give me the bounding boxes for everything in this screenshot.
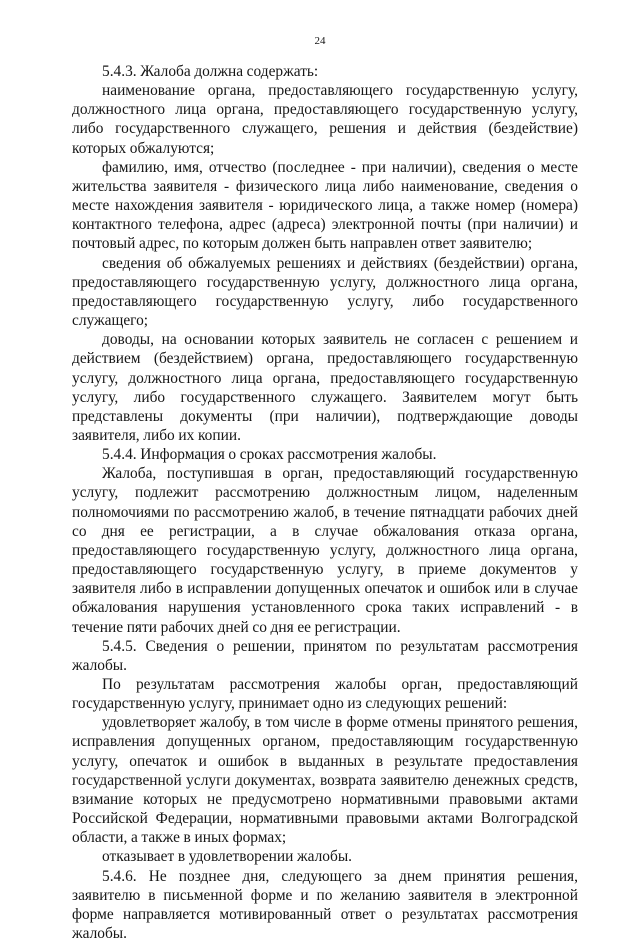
paragraph-satisfies-complaint: удовлетворяет жалобу, в том числе в форме отмены принятого решения, исправления допущенных органом, предоставляющим государственную услугу, опечаток и ошибок в выданных в результате предоставления государственной услуги документах, возврата заявителю денежных средств, взимание которых не предусмотрено нормативными правовыми актами Российской Федерации, нормативными правовыми актами Волгоградской области, а также в иных формах; [72,714,578,847]
page-number: 24 [314,35,326,47]
paragraph-review-terms: Жалоба, поступившая в орган, предоставляющий государственную услугу, подлежит рассмотрению должностным лицом, наделенным полномочиями по рассмотрению жалоб, в течение пятнадцати рабочих дней со дня ее регистрации, а в случае обжалования отказа органа, предоставляющего государственную услугу, должностного лица органа, предоставляющего государственную услугу, в приеме документов у заявителя либо в исправлении допущенных опечаток и ошибок или в случае обжалования нарушения установленного срока таких исправлений - в течение пяти рабочих дней со дня ее регистрации. [72,465,578,636]
paragraph-5-4-3-heading: 5.4.3. Жалоба должна содержать: [102,63,319,80]
paragraph-refuses-complaint: отказывает в удовлетворении жалобы. [102,848,353,866]
paragraph-appealed-decisions: сведения об обжалуемых решениях и действиях (бездействии) органа, предоставляющего государственную услугу, должностного лица органа, предоставляющего государственную услугу, либо государственного служащего; [72,254,578,330]
paragraph-5-4-5-heading: 5.4.5. Сведения о решении, принятом по результатам рассмотрения жалобы. [72,637,578,674]
paragraph-organ-name: наименование органа, предоставляющего государственную услугу, должностного лица органа, предоставляющего государственную услугу, либо государственного служащего, решения и действия (бездействие) которых обжалуются; [72,82,578,157]
paragraph-arguments: доводы, на основании которых заявитель не согласен с решением и действием (бездействием) органа, предоставляющего государственную услугу, должностного лица органа, предоставляющего государственную услугу, либо государственного служащего. Заявителем могут быть представлены документы (при наличии), подтверждающие доводы заявителя, либо их копии. [72,331,578,444]
document-body [72,62,578,943]
paragraph-5-4-4-heading: 5.4.4. Информация о сроках рассмотрения жалобы. [102,446,437,464]
paragraph-applicant-details: фамилию, имя, отчество (последнее - при наличии), сведения о месте жительства заявителя - физического лица либо наименование, сведения о месте нахождения заявителя - юридического лица, а также номер (номера) контактного телефона, адрес (адреса) электронной почты (при наличии) и почтовый адрес, по которым должен быть направлен ответ заявителю; [72,158,578,253]
paragraph-decision-intro: По результатам рассмотрения жалобы орган, предоставляющий государственную услугу, принимает одно из следующих решений: [72,676,578,713]
paragraph-5-4-6: 5.4.6. Не позднее дня, следующего за днем принятия решения, заявителю в письменной форме и по желанию заявителя в электронной форме направляется мотивированный ответ о результатах рассмотрения жалобы. [72,867,578,943]
